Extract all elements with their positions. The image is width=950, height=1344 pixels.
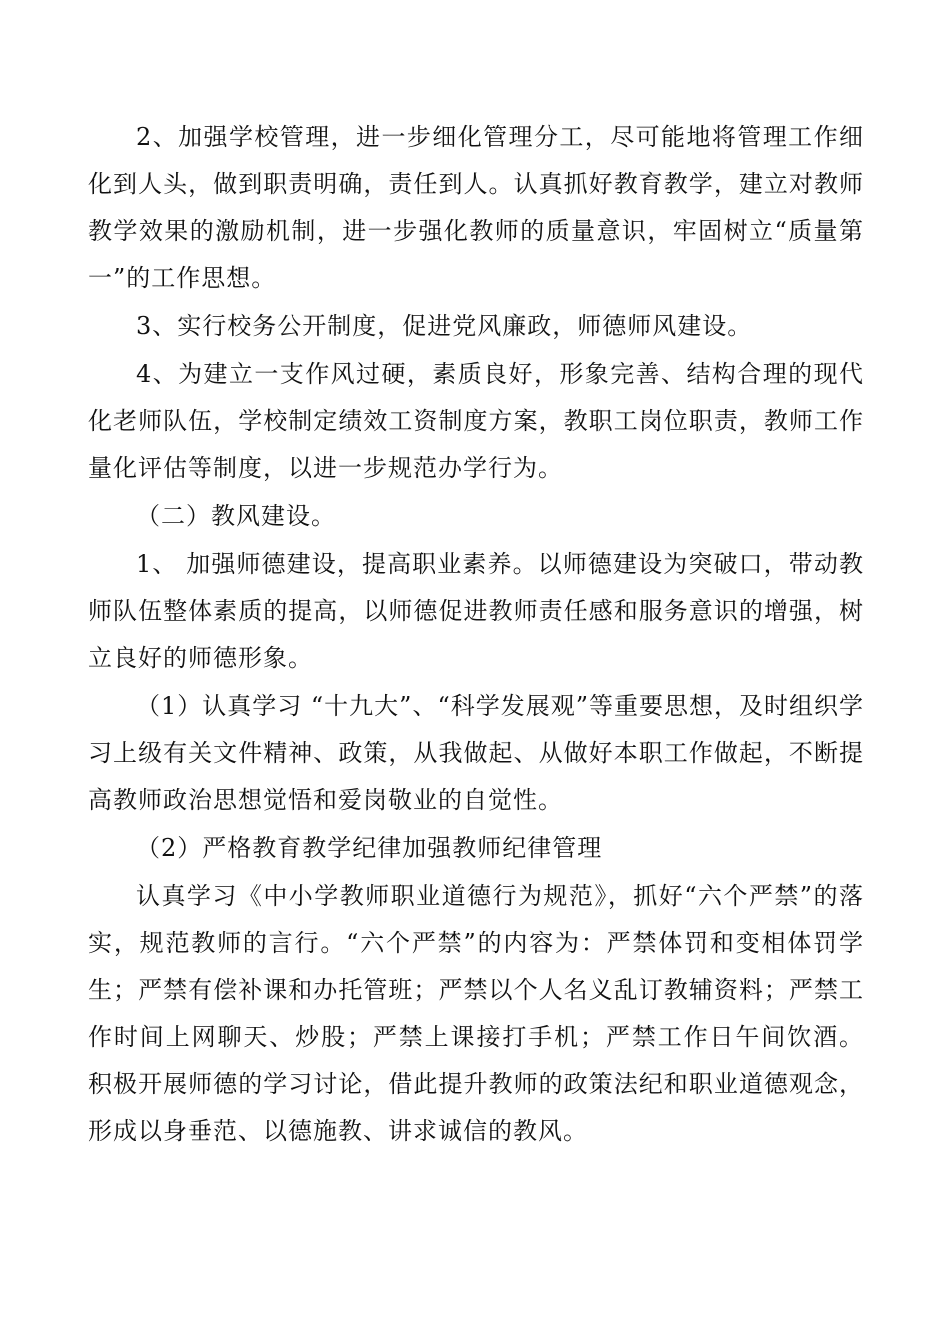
paragraph-item-2: 2、加强学校管理，进一步细化管理分工，尽可能地将管理工作细化到人头，做到职责明确，责任到人。认真抓好教育教学，建立对教师教学效果的激励机制，进一步强化教师的质量意识，牢固树立“质量第一”的工作思想。 (88, 123, 864, 292)
subparagraph-1: （1）认真学习 “十九大”、“科学发展观”等重要思想，及时组织学习上级有关文件精神、政策，从我做起、从做好本职工作做起，不断提高教师政治思想觉悟和爱岗敬业的自觉性。 (88, 692, 864, 814)
document-body (88, 114, 864, 1156)
paragraph-item-3: 3、实行校务公开制度，促进党风廉政，师德师风建设。 (136, 312, 753, 340)
subparagraph-2-heading: （2）严格教育教学纪律加强教师纪律管理 (136, 834, 603, 862)
paragraph-item-4: 4、为建立一支作风过硬，素质良好，形象完善、结构合理的现代化老师队伍，学校制定绩效工资制度方案，教职工岗位职责，教师工作量化评估等制度，以进一步规范办学行为。 (88, 360, 864, 482)
section-heading-teaching-style: （二）教风建设。 (136, 502, 336, 530)
paragraph-six-prohibitions: 认真学习《中小学教师职业道德行为规范》，抓好“六个严禁”的落实，规范教师的言行。“六个严禁”的内容为：严禁体罚和变相体罚学生；严禁有偿补课和办托管班；严禁以个人名义乱订教辅资料；严禁工作时间上网聊天、炒股；严禁上课接打手机；严禁工作日午间饮酒。 积极开展师德的学习讨论，借此提升教师的政策法纪和职业道德观念，形成以身垂范、以德施教、讲求诚信的教风。 (88, 882, 864, 1145)
paragraph-item-1: 1、 加强师德建设，提高职业素养。以师德建设为突破口，带动教师队伍整体素质的提高，以师德促进教师责任感和服务意识的增强，树立良好的师德形象。 (88, 550, 864, 672)
